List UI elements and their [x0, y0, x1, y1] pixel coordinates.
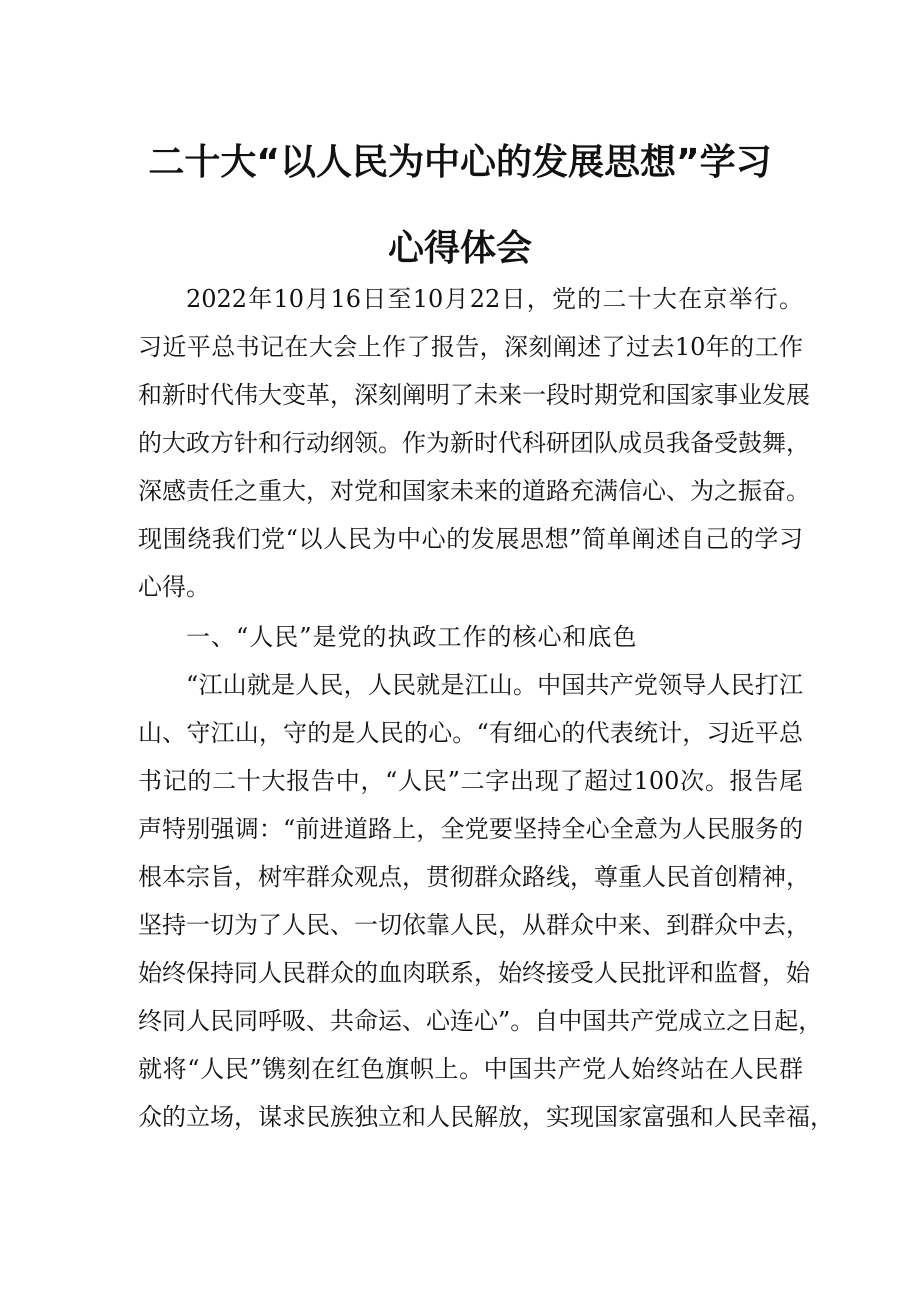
paragraph-2-line: 就将“人民”镌刻在红色旗帜上。中国共产党人始终站在人民群 [138, 1055, 803, 1083]
paragraph-1-line: 和新时代伟大变革，深刻阐明了未来一段时期党和国家事业发展 [138, 381, 810, 409]
paragraph-2-line: 声特别强调：“前进道路上，全党要坚持全心全意为人民服务的 [138, 815, 803, 843]
paragraph-1-line: 2022年10月16日至10月22日，党的二十大在京举行。 [186, 285, 803, 313]
paragraph-1-line: 深感责任之重大，对党和国家未来的道路充满信心、为之振奋。 [138, 477, 810, 505]
paragraph-1-line: 现围绕我们党“以人民为中心的发展思想”简单阐述自己的学习 [138, 525, 803, 553]
paragraph-1-line: 的大政方针和行动纲领。作为新时代科研团队成员我备受鼓舞， [138, 429, 810, 457]
paragraph-2-line: “江山就是人民，人民就是江山。中国共产党领导人民打江 [186, 671, 803, 699]
paragraph-2-line: 众的立场，谋求民族独立和人民解放，实现国家富强和人民幸福， [138, 1103, 834, 1131]
document-title-line-1: 二十大“以人民为中心的发展思想”学习 [148, 142, 772, 183]
paragraph-1-line: 心得。 [138, 573, 210, 601]
paragraph-1-line: 习近平总书记在大会上作了报告，深刻阐述了过去10年的工作 [138, 333, 803, 361]
paragraph-2-line: 山、守江山，守的是人民的心。“有细心的代表统计，习近平总 [138, 719, 803, 747]
paragraph-2-line: 始终保持同人民群众的血肉联系，始终接受人民批评和监督，始 [138, 959, 810, 987]
paragraph-2-line: 书记的二十大报告中，“人民”二字出现了超过100次。报告尾 [138, 767, 803, 795]
document-title-line-2: 心得体会 [387, 228, 532, 269]
paragraph-2-line: 终同人民同呼吸、共命运、心连心”。自中国共产党成立之日起， [138, 1007, 823, 1035]
section-heading: 一、“人民”是党的执政工作的核心和底色 [186, 623, 638, 651]
paragraph-2-line: 根本宗旨，树牢群众观点，贯彻群众路线，尊重人民首创精神， [138, 863, 810, 891]
paragraph-2-line: 坚持一切为了人民、一切依靠人民，从群众中来、到群众中去， [138, 911, 810, 939]
